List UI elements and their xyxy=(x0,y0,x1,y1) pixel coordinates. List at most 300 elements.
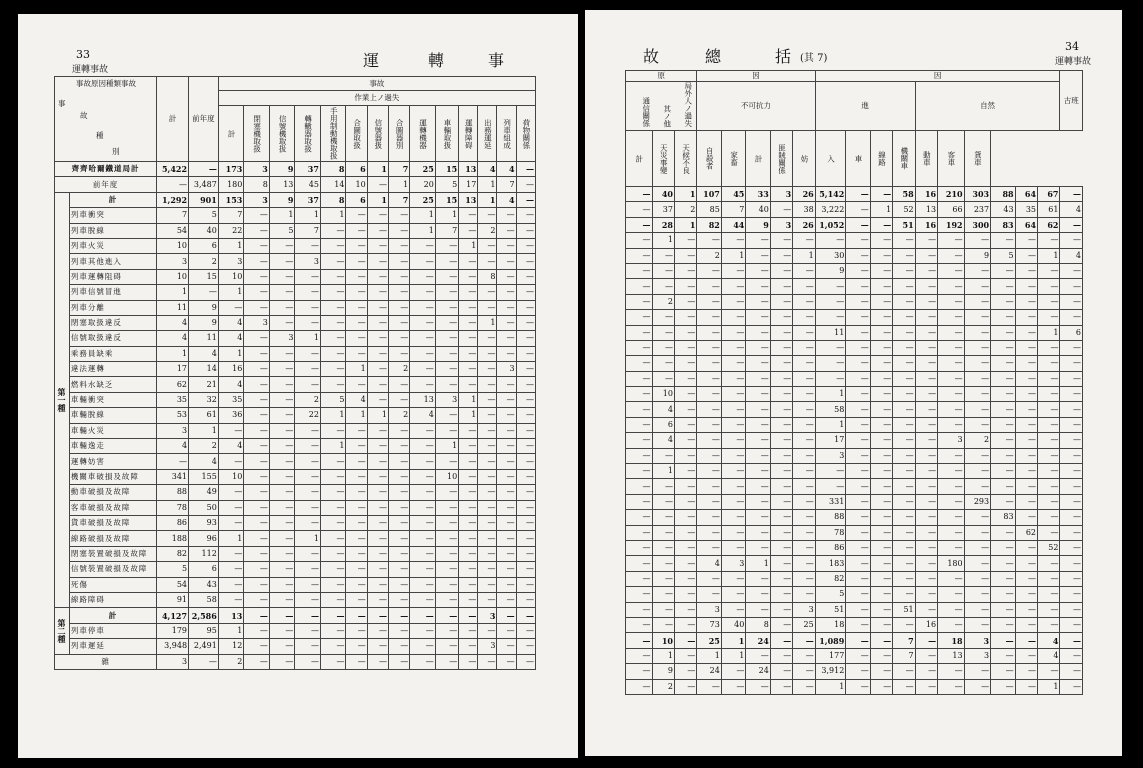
left-col-header-13: 荷物關係 xyxy=(516,106,535,162)
table-cell: — xyxy=(497,639,516,654)
table-cell: — xyxy=(459,608,478,623)
table-cell: 153 xyxy=(218,192,244,207)
table-cell: — xyxy=(721,464,745,479)
table-cell: — xyxy=(244,577,270,592)
table-row xyxy=(626,587,1083,602)
table-cell: 53 xyxy=(157,408,189,423)
table-cell: — xyxy=(915,433,937,448)
table-cell: — xyxy=(770,387,792,402)
table-cell: — xyxy=(793,417,815,432)
left-col-header-7: 合圖器別 xyxy=(389,106,410,162)
table-cell: 51 xyxy=(893,217,915,232)
table-cell: — xyxy=(516,562,535,577)
table-cell: — xyxy=(746,233,770,248)
table-cell: — xyxy=(652,587,674,602)
table-cell: 3 xyxy=(478,608,497,623)
header-group: 事故 xyxy=(218,77,535,91)
table-cell: — xyxy=(652,602,674,617)
row-label: 雜 xyxy=(55,654,157,669)
table-cell: 26 xyxy=(793,187,815,202)
table-cell: — xyxy=(497,223,516,238)
table-cell: — xyxy=(746,433,770,448)
table-cell: — xyxy=(721,525,745,540)
table-cell: — xyxy=(770,294,792,309)
table-cell: 1 xyxy=(746,556,770,571)
table-cell: — xyxy=(770,310,792,325)
table-row xyxy=(55,192,536,207)
table-cell: — xyxy=(478,577,497,592)
table-row xyxy=(626,664,1083,679)
table-cell: — xyxy=(269,377,295,392)
table-cell: — xyxy=(435,238,458,253)
table-cell: — xyxy=(674,279,696,294)
table-row xyxy=(55,608,536,623)
table-cell: — xyxy=(815,279,846,294)
table-cell: — xyxy=(269,238,295,253)
table-cell: — xyxy=(893,664,915,679)
table-cell: — xyxy=(846,387,870,402)
table-cell: — xyxy=(346,639,367,654)
table-cell: — xyxy=(893,464,915,479)
table-cell: 14 xyxy=(189,362,219,377)
table-cell: — xyxy=(516,162,535,177)
table-cell: — xyxy=(435,608,458,623)
table-cell: 179 xyxy=(157,623,189,638)
table-cell: — xyxy=(991,340,1015,355)
table-cell: — xyxy=(674,587,696,602)
table-cell: — xyxy=(1038,294,1060,309)
table-cell: — xyxy=(516,192,535,207)
table-cell: 33 xyxy=(746,187,770,202)
table-cell: — xyxy=(435,531,458,546)
table-cell: — xyxy=(459,500,478,515)
corner-label-4: 別 xyxy=(112,147,120,156)
table-cell: — xyxy=(674,310,696,325)
table-cell: — xyxy=(497,469,516,484)
table-cell: — xyxy=(770,340,792,355)
table-cell: — xyxy=(295,623,321,638)
row-label: 計 xyxy=(69,608,156,623)
table-cell: — xyxy=(1015,356,1037,371)
table-cell: — xyxy=(1015,340,1037,355)
table-cell: — xyxy=(1060,187,1083,202)
table-cell: — xyxy=(626,540,653,555)
table-row xyxy=(55,654,536,669)
table-cell: 35 xyxy=(157,392,189,407)
table-cell: — xyxy=(435,562,458,577)
table-cell: — xyxy=(991,664,1015,679)
table-cell: 13 xyxy=(218,608,244,623)
table-cell: — xyxy=(516,454,535,469)
table-cell: — xyxy=(516,346,535,361)
header-nature: 自然 xyxy=(915,82,1060,131)
table-cell: — xyxy=(674,248,696,263)
table-cell: — xyxy=(367,392,388,407)
table-cell: — xyxy=(870,587,892,602)
table-cell: — xyxy=(410,454,436,469)
table-cell: — xyxy=(964,325,991,340)
table-cell: — xyxy=(674,340,696,355)
table-cell: 15 xyxy=(435,192,458,207)
table-cell: — xyxy=(626,263,653,278)
table-cell: — xyxy=(626,402,653,417)
left-data-table xyxy=(54,76,536,670)
table-cell: — xyxy=(721,310,745,325)
table-cell: — xyxy=(516,439,535,454)
table-cell: — xyxy=(815,464,846,479)
table-cell: — xyxy=(893,479,915,494)
table-cell: — xyxy=(991,571,1015,586)
table-cell: — xyxy=(938,617,965,632)
table-cell: — xyxy=(1060,402,1083,417)
table-cell: — xyxy=(964,587,991,602)
table-cell: 40 xyxy=(721,617,745,632)
table-cell: 1 xyxy=(652,648,674,663)
table-cell: — xyxy=(652,279,674,294)
table-cell: — xyxy=(652,340,674,355)
table-cell: — xyxy=(269,423,295,438)
table-cell: — xyxy=(244,500,270,515)
table-cell: 11 xyxy=(189,331,219,346)
table-cell: — xyxy=(626,571,653,586)
table-cell: — xyxy=(410,423,436,438)
table-cell: — xyxy=(893,587,915,602)
table-cell: 43 xyxy=(991,202,1015,217)
table-cell: 3 xyxy=(478,639,497,654)
table-row xyxy=(55,269,536,284)
table-cell: — xyxy=(1015,448,1037,463)
table-cell: — xyxy=(846,633,870,648)
table-cell: — xyxy=(1060,387,1083,402)
table-cell: 1 xyxy=(870,202,892,217)
table-cell: — xyxy=(295,423,321,438)
table-cell: — xyxy=(870,633,892,648)
table-cell: — xyxy=(870,310,892,325)
table-cell: — xyxy=(815,310,846,325)
table-cell: 1 xyxy=(1038,248,1060,263)
table-cell: — xyxy=(652,571,674,586)
table-cell: 4 xyxy=(1060,202,1083,217)
table-cell: — xyxy=(626,648,653,663)
table-cell: — xyxy=(770,510,792,525)
table-cell: 16 xyxy=(218,362,244,377)
table-cell: — xyxy=(1060,448,1083,463)
table-cell: 7 xyxy=(893,648,915,663)
table-cell: — xyxy=(870,648,892,663)
table-row xyxy=(626,633,1083,648)
row-label: 閉塞裝置破損及故障 xyxy=(69,546,156,561)
table-cell: — xyxy=(295,577,321,592)
table-cell: — xyxy=(721,510,745,525)
table-cell: — xyxy=(497,485,516,500)
table-cell: — xyxy=(497,423,516,438)
table-cell: — xyxy=(346,454,367,469)
table-cell: 18 xyxy=(815,617,846,632)
table-cell: — xyxy=(793,279,815,294)
table-cell: — xyxy=(938,540,965,555)
table-cell: 21 xyxy=(189,377,219,392)
table-cell: 3 xyxy=(435,392,458,407)
table-cell: — xyxy=(938,510,965,525)
table-row xyxy=(626,217,1083,232)
table-cell: — xyxy=(674,571,696,586)
table-cell: — xyxy=(991,310,1015,325)
table-cell: — xyxy=(964,448,991,463)
table-cell: — xyxy=(846,587,870,602)
title-char-3: 事 xyxy=(488,51,507,70)
table-cell: — xyxy=(991,448,1015,463)
left-col-header-6: 信號器扱 xyxy=(367,106,388,162)
table-cell: — xyxy=(269,515,295,530)
table-cell: — xyxy=(459,485,478,500)
table-cell: — xyxy=(721,417,745,432)
table-cell: — xyxy=(846,371,870,386)
table-cell: — xyxy=(320,515,346,530)
table-cell: — xyxy=(346,285,367,300)
table-cell: — xyxy=(459,469,478,484)
table-cell: — xyxy=(478,469,497,484)
table-cell: 4 xyxy=(346,392,367,407)
table-cell: 4 xyxy=(157,315,189,330)
table-cell: 3,912 xyxy=(815,664,846,679)
table-cell: — xyxy=(915,464,937,479)
table-cell: — xyxy=(793,433,815,448)
table-cell: — xyxy=(410,377,436,392)
table-row xyxy=(55,331,536,346)
table-cell: — xyxy=(516,331,535,346)
left-col-header-1: 閉塞機取扱 xyxy=(244,106,270,162)
table-cell: — xyxy=(1060,340,1083,355)
table-cell: — xyxy=(697,571,721,586)
table-cell: 38 xyxy=(793,202,815,217)
table-cell: — xyxy=(938,494,965,509)
table-cell: — xyxy=(410,654,436,669)
table-cell: — xyxy=(674,325,696,340)
table-cell: — xyxy=(991,417,1015,432)
table-cell: — xyxy=(674,617,696,632)
right-col-header-5: 天候不良 xyxy=(674,131,696,187)
table-cell: — xyxy=(721,371,745,386)
table-cell: — xyxy=(746,648,770,663)
table-cell: — xyxy=(846,617,870,632)
table-cell: — xyxy=(721,387,745,402)
table-cell: — xyxy=(478,362,497,377)
table-cell: 51 xyxy=(893,602,915,617)
table-cell: 11 xyxy=(157,300,189,315)
table-row xyxy=(55,592,536,607)
table-cell: — xyxy=(367,577,388,592)
table-cell: 67 xyxy=(1038,187,1060,202)
table-cell: — xyxy=(516,238,535,253)
table-cell: 1 xyxy=(218,285,244,300)
table-cell: — xyxy=(295,269,321,284)
table-cell: — xyxy=(1060,494,1083,509)
table-cell: 62 xyxy=(157,377,189,392)
table-cell: — xyxy=(459,300,478,315)
table-cell: 3 xyxy=(938,433,965,448)
table-cell: — xyxy=(846,494,870,509)
table-cell: 3 xyxy=(721,556,745,571)
table-row xyxy=(626,356,1083,371)
table-cell: — xyxy=(1038,279,1060,294)
table-cell: 9 xyxy=(815,263,846,278)
table-cell: — xyxy=(367,531,388,546)
table-cell: — xyxy=(497,608,516,623)
table-cell: — xyxy=(915,556,937,571)
table-cell: — xyxy=(697,294,721,309)
table-cell: 1 xyxy=(652,233,674,248)
row-label: 列車信號冒進 xyxy=(69,285,156,300)
table-cell: — xyxy=(626,294,653,309)
table-cell: — xyxy=(846,433,870,448)
group-label-second: 第二種 xyxy=(55,608,70,654)
table-cell: — xyxy=(893,402,915,417)
table-cell: 6 xyxy=(189,562,219,577)
corner-label-top: 事故原因種類事故 xyxy=(76,79,136,88)
table-cell: 40 xyxy=(189,223,219,238)
table-cell: — xyxy=(697,679,721,694)
table-cell: — xyxy=(846,510,870,525)
table-cell: 58 xyxy=(815,402,846,417)
table-cell: — xyxy=(991,525,1015,540)
table-row xyxy=(55,639,536,654)
table-cell: — xyxy=(870,217,892,232)
table-cell: 64 xyxy=(1015,187,1037,202)
table-cell: — xyxy=(697,417,721,432)
table-cell: — xyxy=(964,371,991,386)
table-cell: — xyxy=(870,510,892,525)
table-cell: — xyxy=(815,294,846,309)
table-cell: — xyxy=(435,485,458,500)
table-cell: — xyxy=(991,479,1015,494)
table-cell: — xyxy=(367,377,388,392)
right-col-header-9: 匪賊關係 xyxy=(770,131,792,187)
table-cell: 3 xyxy=(244,162,270,177)
table-cell: 9 xyxy=(652,664,674,679)
row-label: 列車衝突 xyxy=(69,208,156,223)
table-cell: 52 xyxy=(893,202,915,217)
table-cell: — xyxy=(367,639,388,654)
table-cell: — xyxy=(244,562,270,577)
table-cell: — xyxy=(269,285,295,300)
header-top-mid: 因 xyxy=(697,71,815,82)
table-cell: — xyxy=(964,525,991,540)
table-cell: 35 xyxy=(1015,202,1037,217)
table-cell: — xyxy=(295,639,321,654)
table-cell: — xyxy=(410,315,436,330)
table-cell: 25 xyxy=(410,162,436,177)
table-cell: — xyxy=(1038,310,1060,325)
table-cell: — xyxy=(846,417,870,432)
table-cell: — xyxy=(674,648,696,663)
table-cell: — xyxy=(793,448,815,463)
table-cell: — xyxy=(870,540,892,555)
table-cell: — xyxy=(320,562,346,577)
table-cell: — xyxy=(674,464,696,479)
table-cell: 88 xyxy=(991,187,1015,202)
table-cell: — xyxy=(295,362,321,377)
table-cell: — xyxy=(674,633,696,648)
table-cell: — xyxy=(389,577,410,592)
title-char-6: 括 xyxy=(775,47,794,66)
table-cell: 1 xyxy=(674,217,696,232)
table-cell: — xyxy=(626,448,653,463)
table-cell: — xyxy=(346,223,367,238)
table-cell: 2 xyxy=(964,433,991,448)
table-cell: — xyxy=(516,177,535,192)
table-cell: — xyxy=(1038,387,1060,402)
table-cell: — xyxy=(770,248,792,263)
table-cell: — xyxy=(346,208,367,223)
row-label: 信號取扱違反 xyxy=(69,331,156,346)
table-cell: — xyxy=(269,485,295,500)
table-cell: — xyxy=(938,233,965,248)
row-label: 列車其他進入 xyxy=(69,254,156,269)
table-cell: 6 xyxy=(346,192,367,207)
table-cell: — xyxy=(770,556,792,571)
table-cell: — xyxy=(870,233,892,248)
table-cell: 1 xyxy=(674,187,696,202)
table-cell: — xyxy=(269,346,295,361)
table-cell: — xyxy=(346,515,367,530)
table-cell: 1 xyxy=(295,331,321,346)
table-cell: — xyxy=(346,577,367,592)
table-cell: 85 xyxy=(697,202,721,217)
table-cell: — xyxy=(346,300,367,315)
table-cell: 4 xyxy=(189,346,219,361)
table-cell: — xyxy=(793,371,815,386)
row-label: 列車運轉阻碍 xyxy=(69,269,156,284)
table-cell: 1 xyxy=(435,439,458,454)
table-cell: — xyxy=(893,387,915,402)
row-label: 線路破損及故障 xyxy=(69,531,156,546)
table-cell: — xyxy=(346,623,367,638)
table-cell: — xyxy=(478,531,497,546)
table-cell: — xyxy=(770,402,792,417)
table-cell: 4 xyxy=(478,162,497,177)
table-cell: — xyxy=(497,269,516,284)
table-cell: 62 xyxy=(1015,525,1037,540)
table-cell: — xyxy=(938,248,965,263)
table-cell: — xyxy=(1015,679,1037,694)
table-cell: — xyxy=(367,315,388,330)
table-cell: — xyxy=(218,562,244,577)
table-cell: — xyxy=(244,608,270,623)
table-cell: 3 xyxy=(157,654,189,669)
table-cell: 1 xyxy=(721,633,745,648)
table-cell: — xyxy=(721,233,745,248)
table-cell: 82 xyxy=(815,571,846,586)
table-row xyxy=(55,254,536,269)
table-cell: — xyxy=(674,602,696,617)
table-cell: — xyxy=(189,654,219,669)
table-cell: — xyxy=(478,300,497,315)
table-cell: — xyxy=(269,254,295,269)
table-cell: — xyxy=(991,294,1015,309)
table-row xyxy=(626,494,1083,509)
table-cell: — xyxy=(893,556,915,571)
table-cell: 9 xyxy=(189,300,219,315)
table-cell: — xyxy=(870,263,892,278)
table-cell: — xyxy=(697,510,721,525)
table-cell: — xyxy=(1015,587,1037,602)
running-head-left: 運轉事故 xyxy=(72,65,109,75)
table-row xyxy=(55,408,536,423)
table-cell: — xyxy=(346,654,367,669)
table-cell: — xyxy=(846,294,870,309)
right-col-header-6: 自殺者 xyxy=(697,131,721,187)
table-row xyxy=(55,485,536,500)
